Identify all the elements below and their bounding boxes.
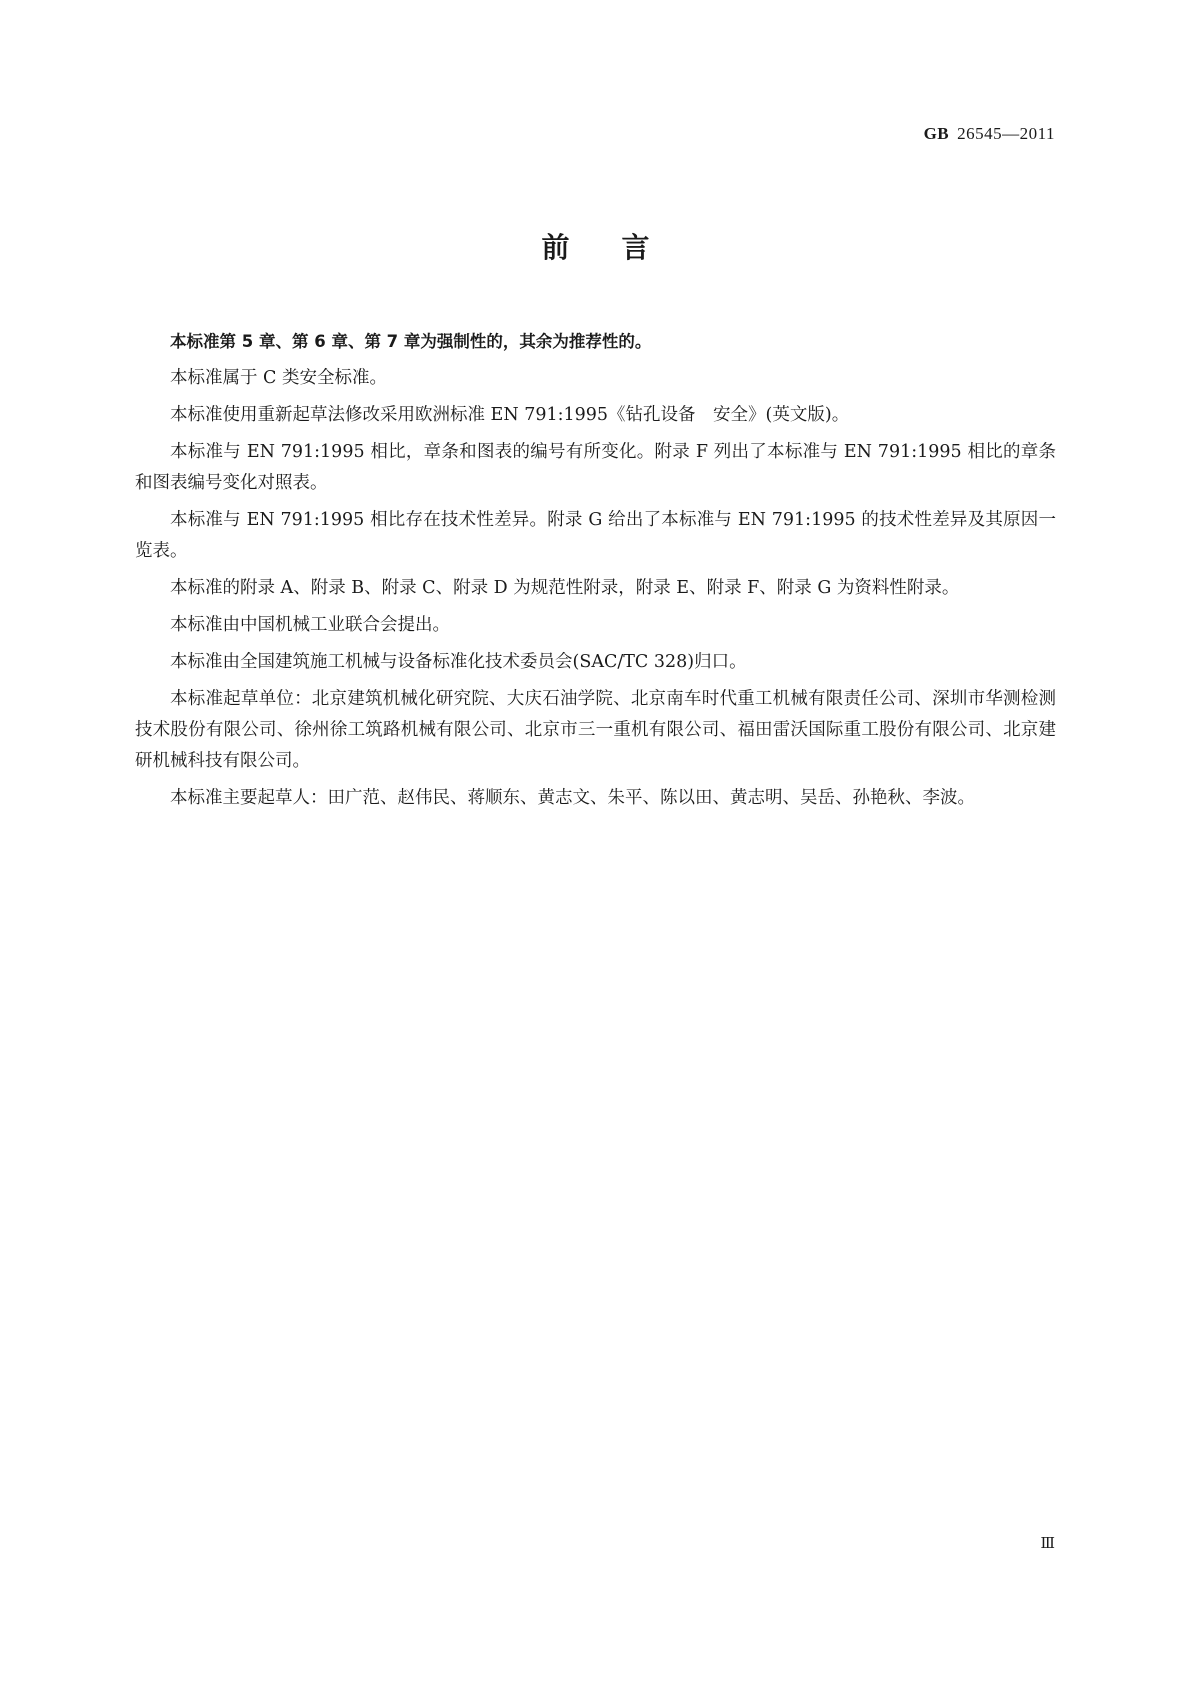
paragraph-committee: 本标准由全国建筑施工机械与设备标准化技术委员会(SAC/TC 328)归口。 (170, 652, 747, 672)
paragraph-adoption-method: 本标准使用重新起草法修改采用欧洲标准 EN 791:1995《钻孔设备 安全》(英文版)。 (170, 405, 850, 425)
paragraph-annexes: 本标准的附录 A、附录 B、附录 C、附录 D 为规范性附录，附录 E、附录 F、附录 G 为资料性附录。 (170, 578, 960, 598)
standard-code-header (924, 124, 1055, 144)
paragraph-mandatory-clause: 本标准第 5 章、第 6 章、第 7 章为强制性的，其余为推荐性的。 (170, 332, 652, 351)
paragraph-proposer: 本标准由中国机械工业联合会提出。 (170, 615, 450, 635)
page-number: Ⅲ (1040, 1536, 1055, 1552)
paragraph-technical-differences: 本标准与 EN 791:1995 相比存在技术性差异。附录 G 给出了本标准与 EN 791:1995 的技术性差异及其原因一览表。 (135, 510, 1056, 561)
page-title: 前言 (541, 231, 702, 264)
paragraph-drafters: 本标准主要起草人：田广范、赵伟民、蒋顺东、黄志文、朱平、陈以田、黄志明、吴岳、孙艳秋、李波。 (170, 788, 975, 808)
paragraph-numbering-changes: 本标准与 EN 791:1995 相比，章条和图表的编号有所变化。附录 F 列出了本标准与 EN 791:1995 相比的章条和图表编号变化对照表。 (135, 442, 1056, 493)
standard-prefix: GB (923, 124, 950, 143)
paragraph-standard-category: 本标准属于 C 类安全标准。 (170, 368, 388, 388)
standard-number: 26545—2011 (957, 124, 1055, 143)
paragraph-drafting-units: 本标准起草单位：北京建筑机械化研究院、大庆石油学院、北京南车时代重工机械有限责任公司、深圳市华测检测技术股份有限公司、徐州徐工筑路机械有限公司、北京市三一重机有限公司、福田雷沃国际重工股份有限公司、北京建研机械科技有限公司。 (135, 689, 1056, 771)
foreword-body (135, 326, 1056, 820)
